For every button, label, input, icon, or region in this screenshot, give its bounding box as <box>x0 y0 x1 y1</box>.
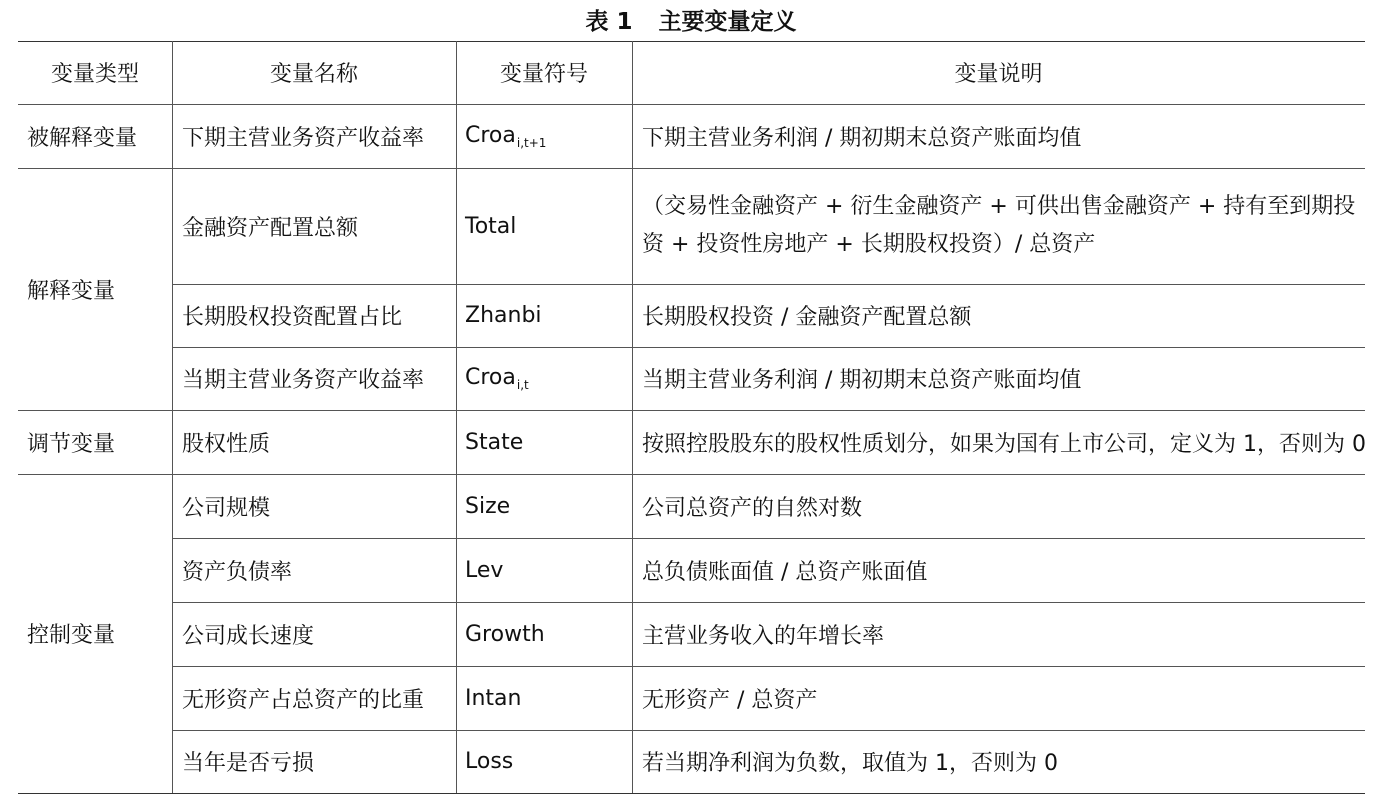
variable-type-cell <box>18 104 172 168</box>
variable-name: 资产负债率 <box>182 559 293 585</box>
variable-symbol-cell <box>456 538 632 602</box>
variable-name-cell <box>172 474 456 538</box>
variable-name-cell <box>172 284 456 347</box>
header-cell-name <box>172 41 456 104</box>
table-title: 主要变量定义 <box>658 8 797 35</box>
table-caption <box>0 4 1375 34</box>
variable-symbol-cell <box>456 104 632 168</box>
header-label: 变量符号 <box>499 62 588 87</box>
variable-symbol-cell <box>456 474 632 538</box>
variable-description: 总负债账面值 / 总资产账面值 <box>642 559 928 585</box>
variable-symbol-cell <box>456 730 632 793</box>
variable-symbol-cell <box>456 284 632 347</box>
variable-name-cell <box>172 104 456 168</box>
variable-description-cell <box>632 730 1365 793</box>
variable-description <box>642 188 1355 264</box>
variable-symbol <box>465 123 546 150</box>
variable-name-cell <box>172 347 456 410</box>
variable-description: 若当期净利润为负数，取值为 1，否则为 0 <box>642 751 1058 776</box>
variable-symbol-cell <box>456 410 632 474</box>
variable-description-cell <box>632 347 1365 410</box>
header-label: 变量名称 <box>269 62 358 87</box>
variable-name-cell <box>172 666 456 730</box>
variable-description: 主营业务收入的年增长率 <box>642 623 885 649</box>
variable-description-cell <box>632 602 1365 666</box>
symbol-base: Croa <box>465 122 516 148</box>
variable-name: 长期股权投资配置占比 <box>182 305 403 330</box>
variable-type-cell <box>18 474 172 793</box>
header-label: 变量类型 <box>50 62 139 87</box>
variable-type: 解释变量 <box>27 278 116 304</box>
variable-name: 金融资产配置总额 <box>182 215 359 241</box>
variable-description-cell <box>632 104 1365 168</box>
variable-name: 公司规模 <box>182 495 271 521</box>
variable-symbol <box>465 365 529 392</box>
variable-name-cell <box>172 602 456 666</box>
variable-symbol: Total <box>465 213 517 239</box>
symbol-base: Croa <box>465 365 516 390</box>
variable-description-cell <box>632 666 1365 730</box>
variable-name: 下期主营业务资产收益率 <box>182 125 425 151</box>
variable-symbol-cell <box>456 602 632 666</box>
variable-description-cell <box>632 284 1365 347</box>
description-line: 资 + 投资性房地产 + 长期股权投资）/ 总资产 <box>642 232 1096 257</box>
variable-type: 被解释变量 <box>27 125 138 151</box>
variable-description-cell <box>632 410 1365 474</box>
table-number: 表 1 <box>585 8 633 35</box>
variable-name: 当年是否亏损 <box>182 751 315 776</box>
variable-symbol: Loss <box>465 749 514 774</box>
variable-name: 当期主营业务资产收益率 <box>182 368 425 393</box>
variable-name-cell <box>172 168 456 284</box>
variable-name: 无形资产占总资产的比重 <box>182 687 425 713</box>
variable-symbol: Growth <box>465 621 545 647</box>
variable-description: 公司总资产的自然对数 <box>642 495 863 521</box>
variable-symbol-cell <box>456 347 632 410</box>
variable-description: 当期主营业务利润 / 期初期末总资产账面均值 <box>642 368 1082 393</box>
header-cell-description <box>632 41 1365 104</box>
variable-symbol: Intan <box>465 685 522 711</box>
variable-description: 长期股权投资 / 金融资产配置总额 <box>642 305 972 330</box>
variable-symbol-cell <box>456 666 632 730</box>
header-cell-type <box>18 41 172 104</box>
variable-description: 下期主营业务利润 / 期初期末总资产账面均值 <box>642 125 1082 151</box>
variable-type: 控制变量 <box>27 623 116 648</box>
table-bottom-rule <box>18 793 1365 794</box>
description-line: （交易性金融资产 + 衍生金融资产 + 可供出售金融资产 + 持有至到期投 <box>642 194 1356 219</box>
variable-name: 公司成长速度 <box>182 623 315 649</box>
variable-type-cell <box>18 168 172 410</box>
variable-description-cell <box>632 538 1365 602</box>
variable-name: 股权性质 <box>182 431 271 457</box>
header-cell-symbol <box>456 41 632 104</box>
variable-symbol: Size <box>465 493 511 519</box>
variable-symbol: State <box>465 429 524 455</box>
symbol-subscript: i,t+1 <box>516 135 547 150</box>
variable-description: 按照控股股东的股权性质划分，如果为国有上市公司，定义为 1，否则为 0 <box>642 431 1366 457</box>
header-label: 变量说明 <box>954 62 1043 87</box>
variable-symbol-cell <box>456 168 632 284</box>
variable-name-cell <box>172 538 456 602</box>
variable-symbol: Zhanbi <box>465 303 542 328</box>
variable-name-cell <box>172 730 456 793</box>
variable-description-cell <box>632 168 1365 284</box>
variable-description-cell <box>632 474 1365 538</box>
variable-symbol: Lev <box>465 557 504 583</box>
variable-name-cell <box>172 410 456 474</box>
variable-description: 无形资产 / 总资产 <box>642 687 818 713</box>
variable-type: 调节变量 <box>27 431 116 457</box>
variable-type-cell <box>18 410 172 474</box>
symbol-subscript: i,t <box>516 378 529 392</box>
